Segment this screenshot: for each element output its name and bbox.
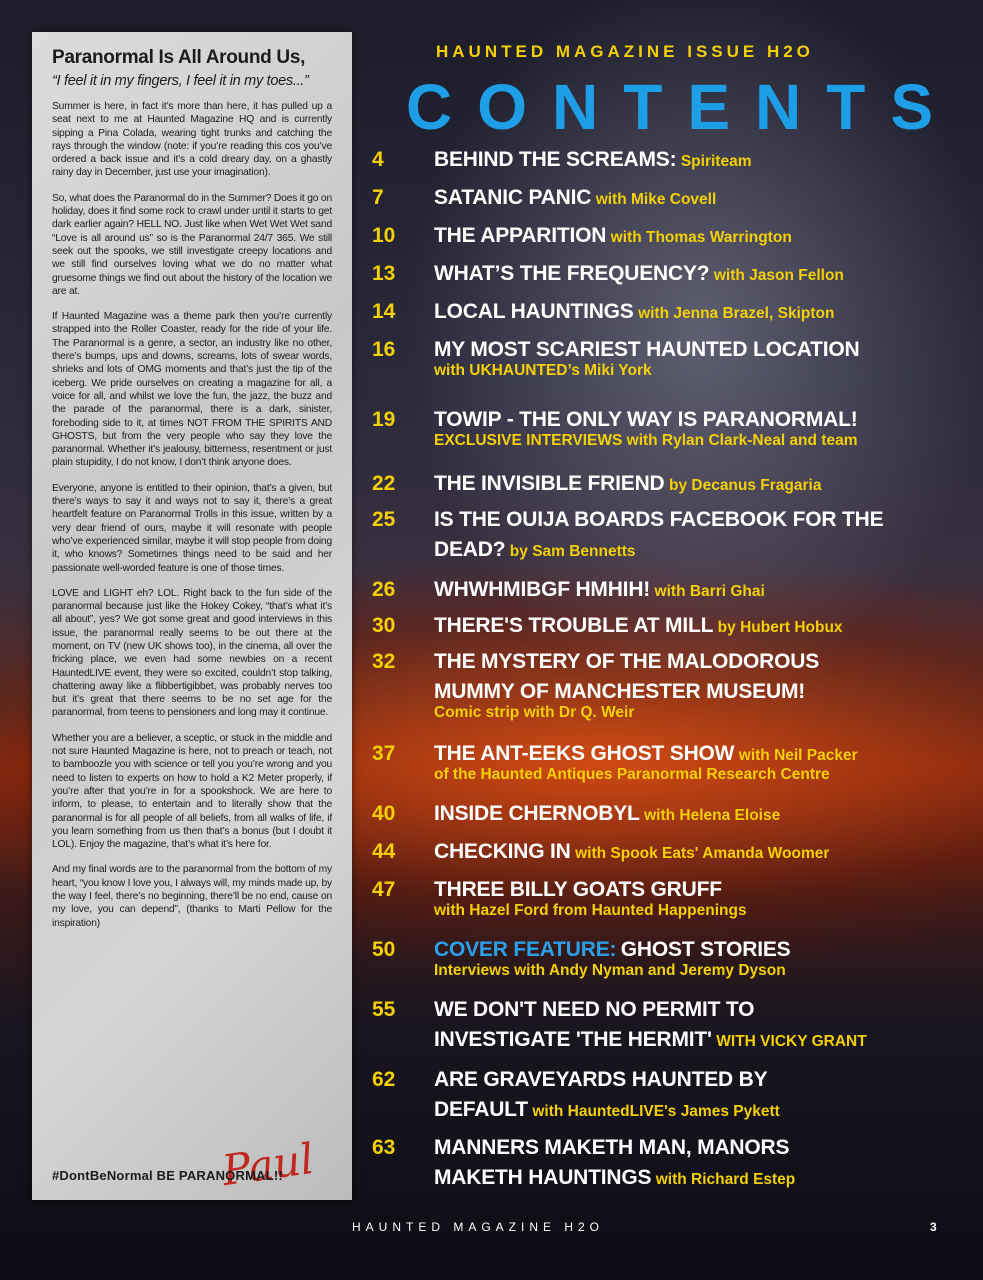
entry-line — [434, 1068, 767, 1092]
entry-line — [434, 338, 859, 362]
entry-line — [434, 938, 791, 962]
entry-title: TOWIP - THE ONLY WAY IS PARANORMAL! — [434, 408, 858, 431]
entry-line — [434, 508, 883, 532]
entry-author: with Barri Ghai — [654, 583, 765, 600]
entry-line — [434, 766, 830, 784]
entry-page-number: 19 — [372, 408, 396, 431]
entry-title: MUMMY OF MANCHESTER MUSEUM! — [434, 680, 806, 703]
entry-author: by Decanus Fragaria — [668, 477, 822, 494]
entry-author: with Spook Eats' Amanda Woomer — [575, 845, 830, 862]
entry-line — [434, 538, 636, 562]
entry-author: Spiriteam — [680, 153, 752, 170]
entry-author: Interviews with Andy Nyman and Jeremy Dyson — [434, 962, 786, 979]
entry-title: WHWHMIBGF HMHIH! — [434, 578, 651, 601]
entry-page-number: 63 — [372, 1136, 396, 1159]
editorial-paragraph: Everyone, anyone is entitled to their opinion, that’s a given, but there’s ways to say it and ways not to say it, there’s a great heartfelt feature on Paranormal Trolls in this issue, written by a very dear friend of ours, maybe it will resonate with people who’ve experienced similar, maybe it will stop people from doing it, who knows? Sometimes things need to be said and her passionate well-worded feature is one of those times. — [52, 482, 332, 574]
entry-page-number: 14 — [372, 300, 396, 323]
entry-line — [434, 998, 754, 1022]
entry-page-number: 13 — [372, 262, 396, 285]
entry-line — [434, 704, 634, 722]
entry-line — [434, 802, 780, 826]
entry-page-number: 25 — [372, 508, 396, 531]
entry-line — [434, 902, 747, 920]
entry-line — [434, 1166, 795, 1190]
entry-page-number: 32 — [372, 650, 396, 673]
entry-author: Comic strip with Dr Q. Weir — [434, 704, 635, 721]
page-number: 3 — [930, 1220, 937, 1234]
entry-line — [434, 742, 858, 766]
entry-page-number: 55 — [372, 998, 396, 1021]
entry-title: DEFAULT — [434, 1098, 528, 1121]
entry-author: with Jason Fellon — [713, 267, 844, 284]
entry-line — [434, 578, 765, 602]
entry-title: BEHIND THE SCREAMS: — [434, 148, 677, 171]
entry-page-number: 7 — [372, 186, 384, 209]
entry-author: with HauntedLIVE's James Pykett — [532, 1103, 780, 1120]
editorial-body — [52, 46, 332, 942]
editorial-subtitle: “I feel it in my fingers, I feel it in my toes...” — [52, 73, 309, 89]
entry-author: by Hubert Hobux — [717, 619, 843, 636]
entry-page-number: 30 — [372, 614, 396, 637]
entry-author: with Jenna Brazel, Skipton — [638, 305, 835, 322]
entry-page-number: 40 — [372, 802, 396, 825]
entry-author: with Helena Eloise — [644, 807, 781, 824]
entry-title: ARE GRAVEYARDS HAUNTED BY — [434, 1068, 768, 1091]
entry-page-number: 62 — [372, 1068, 396, 1091]
entry-page-number: 50 — [372, 938, 396, 961]
entry-line — [434, 432, 857, 450]
entry-page-number: 16 — [372, 338, 396, 361]
entry-author: EXCLUSIVE INTERVIEWS with Rylan Clark-Neal and team — [434, 432, 858, 449]
entry-title: MAKETH HAUNTINGS — [434, 1166, 652, 1189]
entry-title: INSIDE CHERNOBYL — [434, 802, 640, 825]
entry-page-number: 47 — [372, 878, 396, 901]
signature: Paul — [219, 1133, 317, 1196]
footer-text: HAUNTED MAGAZINE H2O — [352, 1220, 605, 1234]
entry-line — [434, 840, 829, 864]
entry-title: THE ANT-EEKS GHOST SHOW — [434, 742, 735, 765]
entry-page-number: 37 — [372, 742, 396, 765]
entry-title: MY MOST SCARIEST HAUNTED LOCATION — [434, 338, 860, 361]
entry-author: of the Haunted Antiques Paranormal Research Centre — [434, 766, 830, 783]
entry-line — [434, 262, 844, 286]
issue-title: HAUNTED MAGAZINE ISSUE H2O — [436, 42, 814, 61]
editorial-paragraph: LOVE and LIGHT eh? LOL. Right back to the fun side of the paranormal because just like the Hokey Cokey, “that’s what it’s all about”, yes? We got some great and good interviews in this issue, the paranormal really seems to be out there at the moment, on TV (new UK shows too), in the cinema, all over the fricking place, we even had some newbies on a recent HauntedLIVE event, they were so excited, couldn’t stop talking, chattering away like a flibbertigibbet, was probably nerves too but it’s great that there seems to be no set age for the paranormal, from teens to pensioners and long may it continue. — [52, 587, 332, 719]
entry-author: with Richard Estep — [655, 1171, 796, 1188]
entry-title: SATANIC PANIC — [434, 186, 592, 209]
entry-line — [434, 224, 792, 248]
editorial-paragraph: So, what does the Paranormal do in the Summer? Does it go on holiday, does it find some rock to crawl under until it starts to get dark earlier again? HELL NO. Just like when Wet Wet Wet sand “Love is all around us” so is the Paranormal 24/7 365. We still seek out the spooks, we still investigate creepy locations and we still find ourselves loving what we do no matter what gruesome things we find out about the history of the location we are at. — [52, 192, 332, 297]
editorial-title: Paranormal Is All Around Us, — [52, 47, 306, 68]
entry-title: INVESTIGATE 'THE HERMIT' — [434, 1028, 712, 1051]
entry-author: with Hazel Ford from Haunted Happenings — [434, 902, 747, 919]
editorial-panel — [32, 32, 352, 1200]
entry-title: IS THE OUIJA BOARDS FACEBOOK FOR THE — [434, 508, 884, 531]
entry-title: WHAT’S THE FREQUENCY? — [434, 262, 710, 285]
entry-author: by Sam Bennetts — [509, 543, 636, 560]
editorial-paragraph: Summer is here, in fact it’s more than here, it has pulled up a seat next to me at Haunted Magazine HQ and is currently sipping a Pina Colada, wearing tight trunks and catching the rays through the window (note: if you’re reading this cos you’ve ordered a back issue and it’s a cold dreary day, on a ghastly rainy day in December, just use your imagination). — [52, 101, 332, 179]
entry-line — [434, 962, 786, 980]
contents-heading: CONTENTS — [406, 71, 958, 143]
entry-title: THE APPARITION — [434, 224, 607, 247]
entry-title: THERE'S TROUBLE AT MILL — [434, 614, 714, 637]
entry-line — [434, 1028, 867, 1052]
entry-title: WE DON'T NEED NO PERMIT TO — [434, 998, 755, 1021]
entry-line — [434, 650, 819, 674]
entry-title: MANNERS MAKETH MAN, MANORS — [434, 1136, 790, 1159]
entry-author: with Neil Packer — [738, 747, 858, 764]
entry-line — [434, 300, 834, 324]
entry-title: GHOST STORIES — [620, 938, 791, 961]
entry-line — [434, 408, 858, 432]
entry-page-number: 26 — [372, 578, 396, 601]
entry-line — [434, 680, 805, 704]
entry-line — [434, 148, 751, 172]
entry-line — [434, 1136, 789, 1160]
entry-page-number: 44 — [372, 840, 396, 863]
entry-author: with Mike Covell — [595, 191, 717, 208]
hashtag: #DontBeNormal BE PARANORMAL!! — [52, 1168, 283, 1183]
entry-title: THREE BILLY GOATS GRUFF — [434, 878, 722, 901]
entry-line — [434, 614, 843, 638]
entry-line — [434, 878, 722, 902]
entry-page-number: 10 — [372, 224, 396, 247]
entry-line — [434, 1098, 780, 1122]
entry-author: WITH VICKY GRANT — [716, 1033, 867, 1050]
editorial-paragraph: And my final words are to the paranormal from the bottom of my heart, “you know I love you, I always will, my minds made up, by the way I feel, there’s no beginning, there’ll be no end, cause on my love, you can depend”, (thanks to Marti Pellow for the inspiration) — [52, 864, 332, 929]
entry-line — [434, 186, 716, 210]
editorial-paragraph: Whether you are a believer, a sceptic, or stuck in the middle and not sure Haunted Magazine is here, not to preach or teach, not to bamboozle you with science or tell you you’re wrong and you need to listen to experts on how to hold a K2 Meter properly, if you’re after that you’re in for a spookshock. We are here to inform, to please, to entertain and to literally show that the paranormal is for all people of all beliefs, from all walks of life, if you learn something from us then that’s a bonus (but I doubt it LOL). Enjoy the magazine, that’s what it’s here for. — [52, 732, 332, 851]
editorial-paragraph: If Haunted Magazine was a theme park then you’re currently strapped into the Roller Coaster, ready for the ride of your life. The Paranormal is a genre, a sector, an industry like no other, there’s bumps, ups and downs, screams, lots of swear words, shrieks and lots of OMG moments and that’s just the tip of the iceberg. We pride ourselves on creating a magazine for all, a voice for all, and whilst we love the fun, the jazz, the buzz and the parade of the paranormal, there is a dark, sinister, foreboding side to it, at times NOT FROM THE SPIRITS AND GHOSTS, but from the very people who say they love the paranormal. Whether it’s jealousy, bitterness, resentment or just plain stupidity, I do not know, I don’t think anyone does. — [52, 311, 332, 469]
entry-title: CHECKING IN — [434, 840, 571, 863]
entry-title: THE MYSTERY OF THE MALODOROUS — [434, 650, 820, 673]
entry-title-highlight: COVER FEATURE: — [434, 938, 617, 961]
entry-title: LOCAL HAUNTINGS — [434, 300, 634, 323]
entry-author: with Thomas Warrington — [610, 229, 792, 246]
entry-page-number: 22 — [372, 472, 396, 495]
entry-title: THE INVISIBLE FRIEND — [434, 472, 665, 495]
entry-author: with UKHAUNTED’s Miki York — [434, 362, 652, 379]
entry-title: DEAD? — [434, 538, 506, 561]
entry-line — [434, 362, 652, 380]
entry-page-number: 4 — [372, 148, 384, 171]
entry-line — [434, 472, 821, 496]
